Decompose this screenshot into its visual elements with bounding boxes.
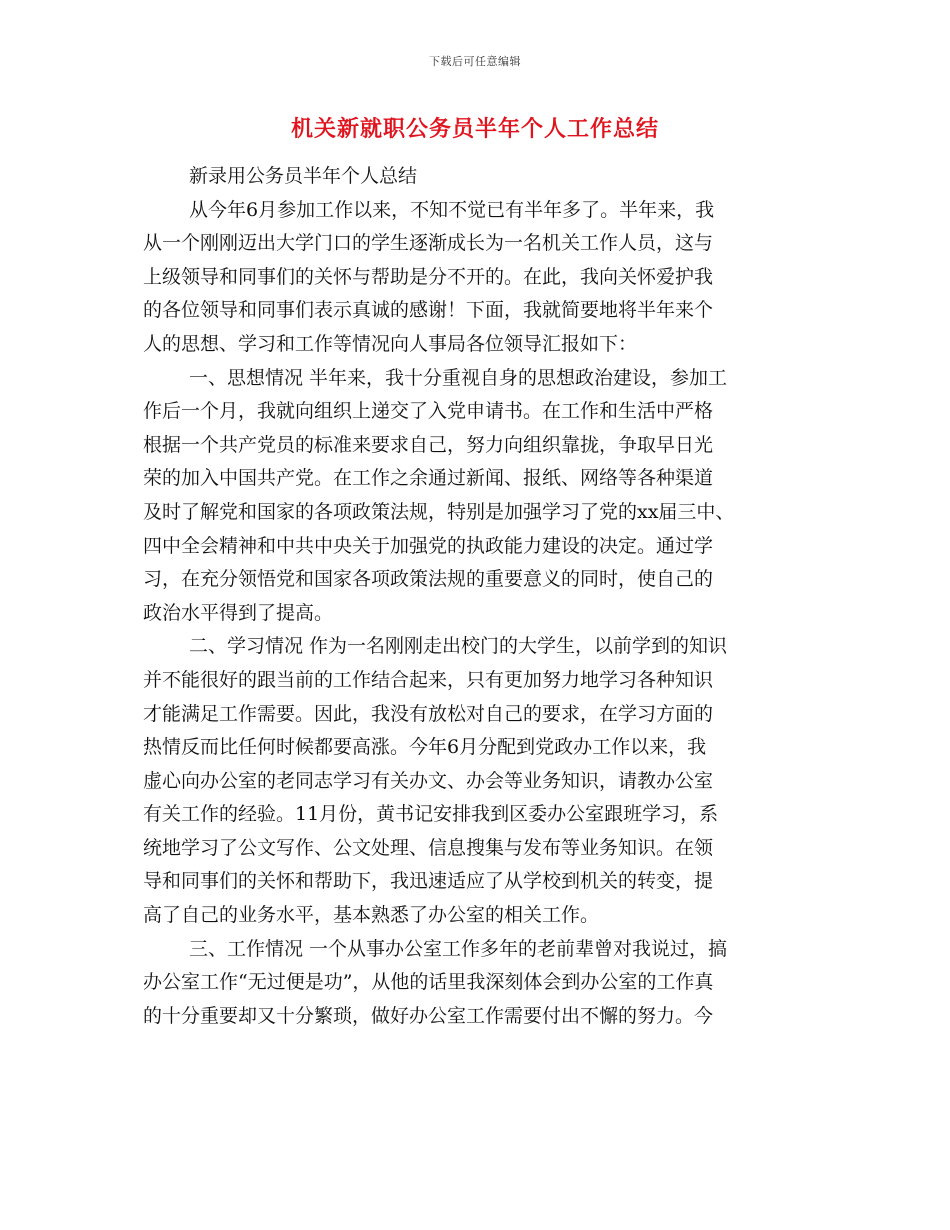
body-line: 并不能很好的跟当前的工作结合起来，只有更加努力地学习各种知识	[143, 668, 714, 691]
body-line: 荣的加入中国共产党。在工作之余通过新闻、报纸、网络等各种渠道	[143, 467, 714, 490]
body-line: 有关工作的经验。11月份，黄书记安排我到区委办公室跟班学习，系	[143, 803, 719, 826]
body-line: 导和同事们的关怀和帮助下，我迅速适应了从学校到机关的转变，提	[143, 870, 714, 893]
body-line: 办公室工作“无过便是功”，从他的话里我深刻体会到办公室的工作真	[143, 971, 714, 994]
body-line: 才能满足工作需要。因此，我没有放松对自己的要求，在学习方面的	[143, 702, 714, 725]
body-line: 从一个刚刚迈出大学门口的学生逐渐成长为一名机关工作人员，这与	[143, 232, 714, 255]
body-line: 根据一个共产党员的标准来要求自己，努力向组织靠拢，争取早日光	[143, 433, 714, 456]
body-line: 统地学习了公文写作、公文处理、信息搜集与发布等业务知识。在领	[143, 836, 714, 859]
body-line: 习，在充分领悟党和国家各项政策法规的重要意义的同时，使自己的	[143, 568, 714, 591]
body-line: 一、思想情况 半年来，我十分重视自身的思想政治建设，参加工	[189, 366, 728, 389]
body-line: 上级领导和同事们的关怀与帮助是分不开的。在此，我向关怀爱护我	[143, 265, 714, 288]
body-line: 三、工作情况 一个从事办公室工作多年的老前辈曾对我说过，搞	[189, 937, 728, 960]
body-line: 四中全会精神和中共中央关于加强党的执政能力建设的决定。通过学	[143, 534, 714, 557]
body-line: 从今年6月参加工作以来，不知不觉已有半年多了。半年来，我	[189, 198, 715, 221]
body-line: 及时了解党和国家的各项政策法规，特别是加强学习了党的xx届三中、	[143, 500, 735, 523]
body-line: 新录用公务员半年个人总结	[189, 165, 418, 187]
body-line: 的十分重要却又十分繁琐，做好办公室工作需要付出不懈的努力。今	[143, 1004, 714, 1027]
document-body	[143, 160, 809, 1033]
body-line: 作后一个月，我就向组织上递交了入党申请书。在工作和生活中严格	[143, 400, 714, 423]
body-line: 的各位领导和同事们表示真诚的感谢！下面，我就简要地将半年来个	[143, 299, 714, 322]
body-line: 人的思想、学习和工作等情况向人事局各位领导汇报如下：	[143, 332, 638, 355]
body-line: 二、学习情况 作为一名刚刚走出校门的大学生，以前学到的知识	[189, 635, 728, 658]
body-line: 政治水平得到了提高。	[143, 601, 334, 624]
body-line: 高了自己的业务水平，基本熟悉了办公室的相关工作。	[143, 904, 600, 927]
header-note: 下载后可任意编辑	[429, 55, 521, 68]
body-line: 热情反而比任何时候都要高涨。今年6月分配到党政办工作以来，我	[143, 736, 707, 759]
body-line: 虚心向办公室的老同志学习有关办文、办会等业务知识，请教办公室	[143, 769, 714, 792]
document-title: 机关新就职公务员半年个人工作总结	[290, 116, 659, 142]
